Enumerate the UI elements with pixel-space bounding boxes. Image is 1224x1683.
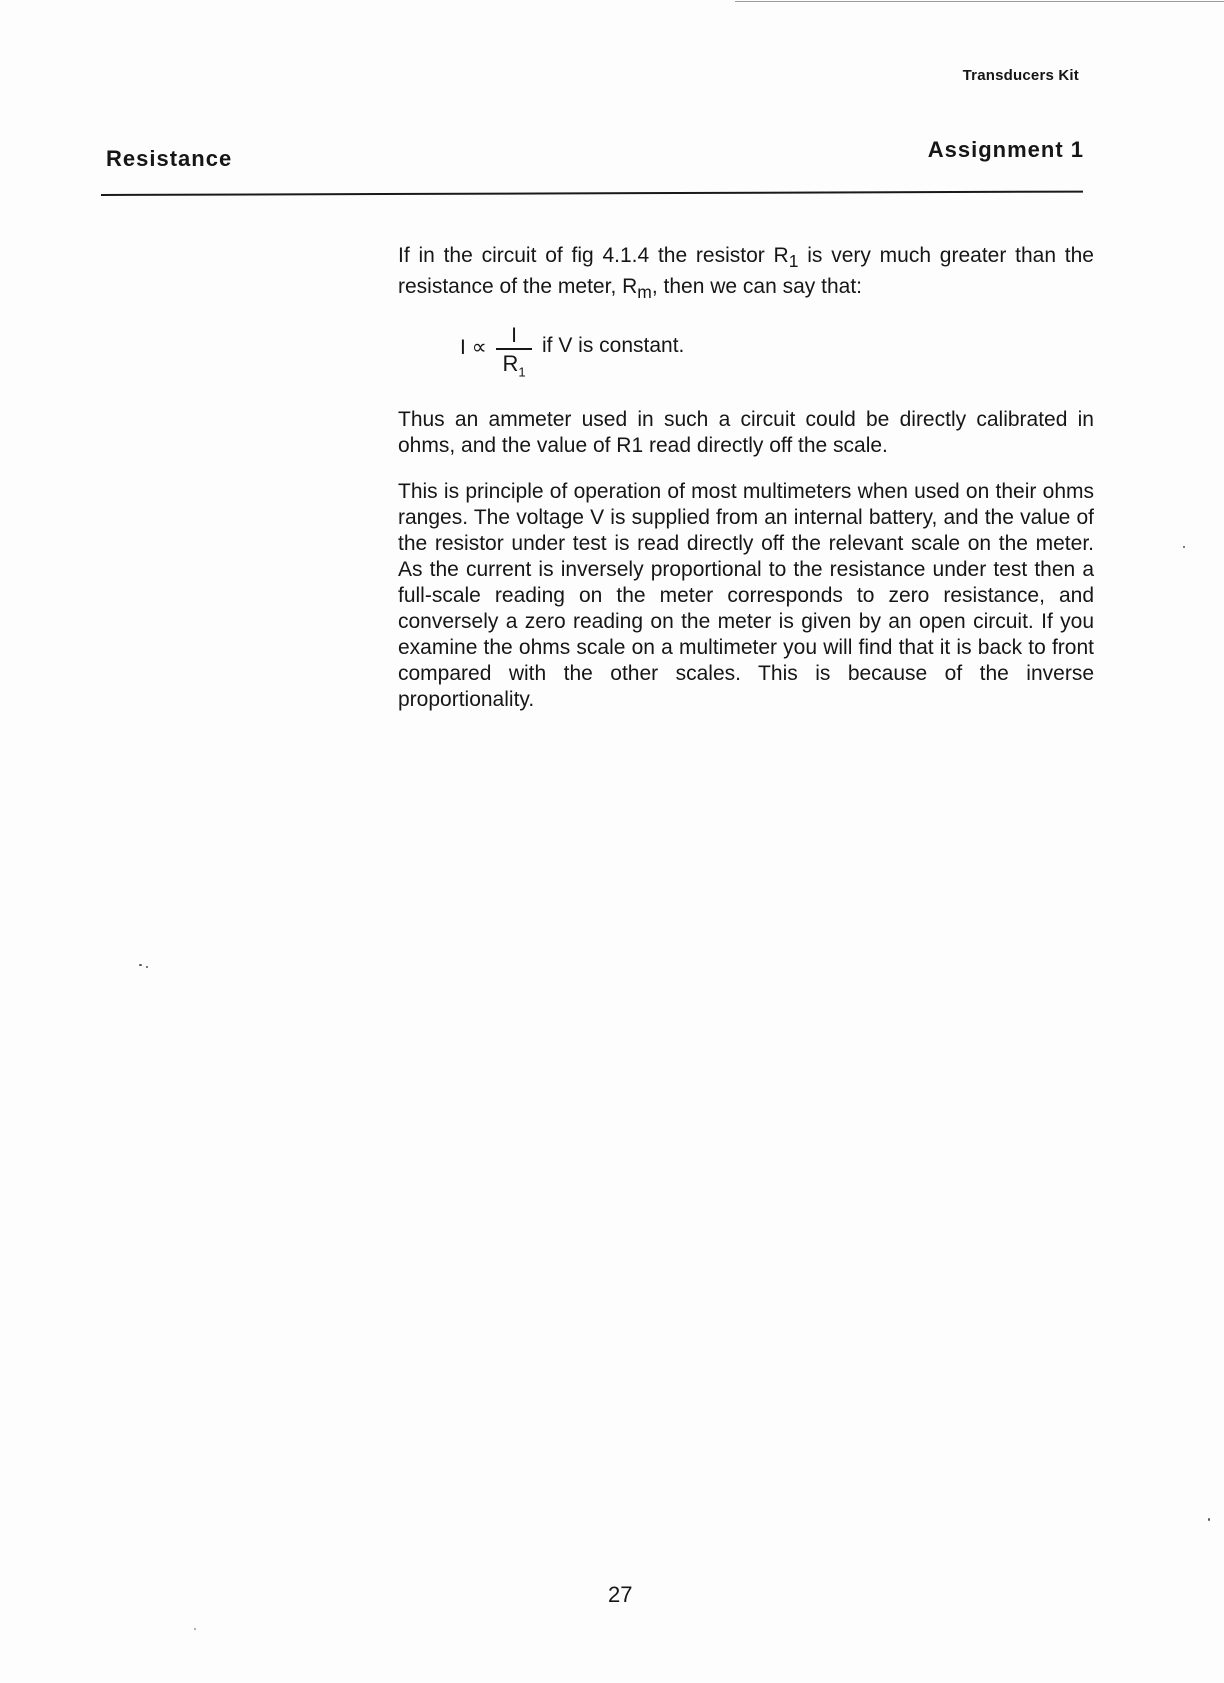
formula-condition: if V is constant. bbox=[542, 334, 685, 358]
header-divider bbox=[101, 191, 1083, 196]
scan-speck bbox=[1208, 1518, 1210, 1521]
body-text bbox=[398, 243, 1094, 733]
para1-sub-2: m bbox=[637, 282, 652, 303]
para1-text-3: , then we can say that: bbox=[651, 275, 862, 299]
formula-lhs: I ∝ bbox=[460, 336, 487, 360]
fraction-bar bbox=[496, 348, 532, 350]
proportionality-formula bbox=[460, 325, 1094, 381]
para1-sub-1: 1 bbox=[788, 251, 799, 272]
assignment-title: Assignment 1 bbox=[927, 137, 1084, 162]
formula-denominator-sub: 1 bbox=[518, 364, 526, 380]
running-head: Transducers Kit bbox=[962, 67, 1079, 84]
paragraph-ammeter: Thus an ammeter used in such a circuit could be directly calibrated in ohms, and the value of R1 read directly off the scale. bbox=[398, 408, 1094, 458]
formula-fraction bbox=[496, 325, 532, 384]
formula-denominator bbox=[496, 352, 532, 384]
scan-speck bbox=[146, 966, 148, 968]
para1-text-2: is very much greater than the resistance of the meter, R bbox=[398, 244, 1094, 299]
paragraph-multimeter: This is principle of operation of most multimeters when used on their ohms ranges. The voltage V is supplied from an internal battery, and the value of the resistor under test is read directly off the relevant scale on the meter. As the current is inversely proportional to the resistance under test then a full-scale reading on the meter corresponds to zero resistance, and conversely a zero reading on the meter is given by an open circuit. If you examine the ohms scale on a multimeter you will find that it is back to front compared with the other scales. This is because of the inverse proportionality. bbox=[398, 480, 1094, 712]
formula-denominator-base: R bbox=[502, 351, 519, 377]
scan-speck bbox=[139, 964, 142, 966]
para1-text-1: If in the circuit of fig 4.1.4 the resistor R bbox=[398, 244, 789, 267]
formula-numerator: I bbox=[511, 324, 517, 348]
scan-speck bbox=[1183, 546, 1185, 548]
scan-edge-rule bbox=[735, 1, 1224, 2]
section-title: Resistance bbox=[106, 146, 233, 171]
paragraph-intro bbox=[398, 243, 1094, 305]
page-number: 27 bbox=[608, 1582, 633, 1607]
scan-speck bbox=[194, 1628, 196, 1630]
